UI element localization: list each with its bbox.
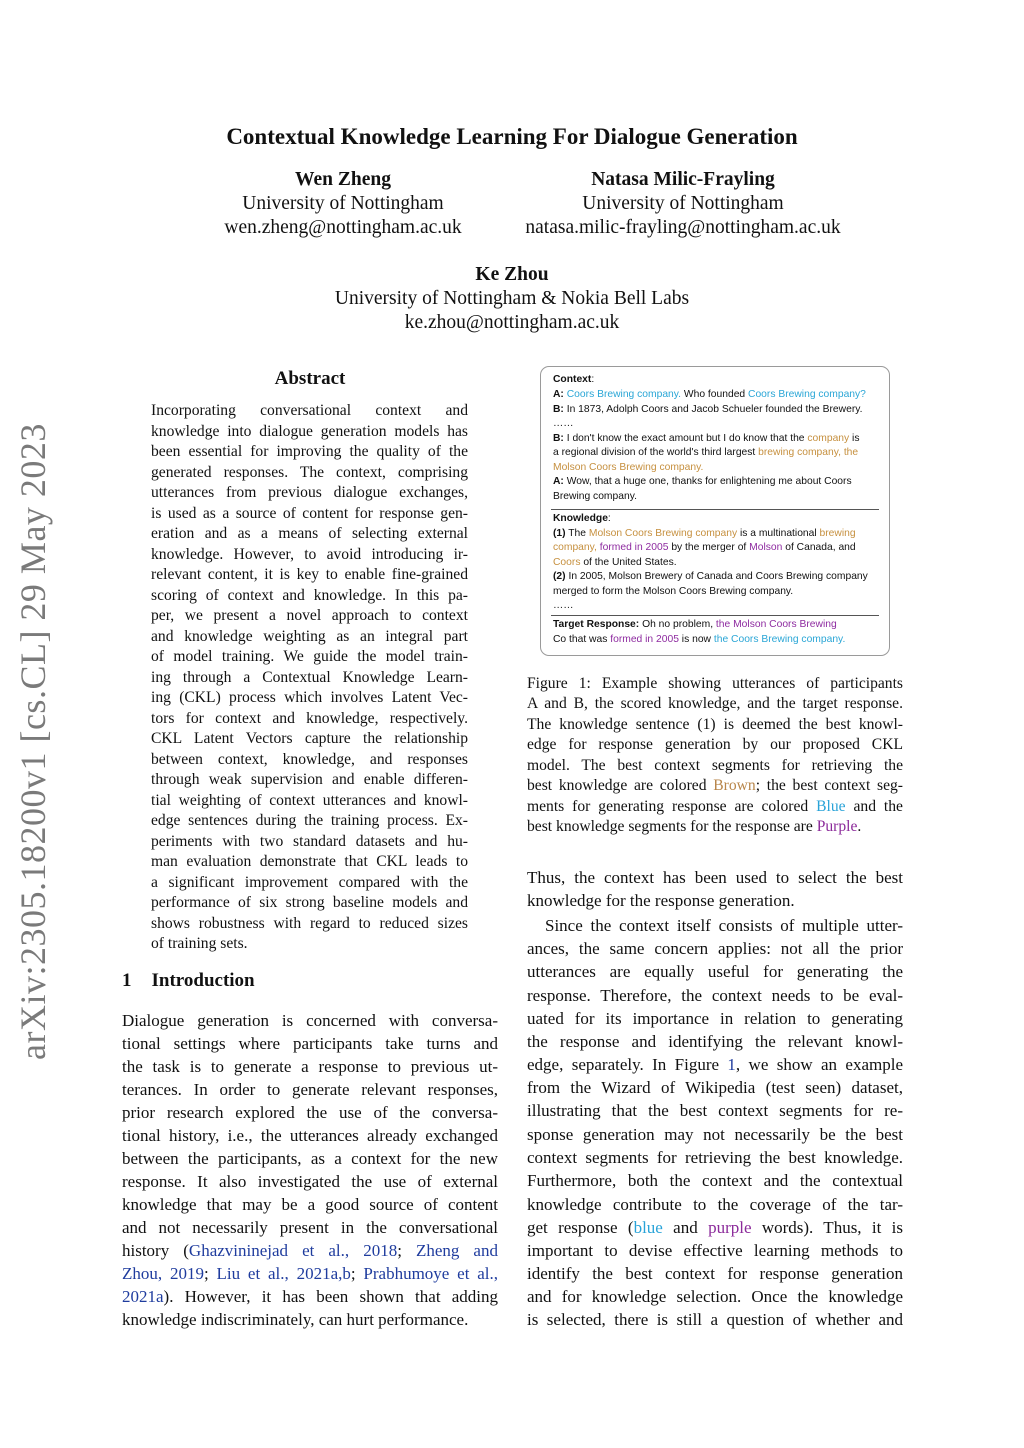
figure-knowledge-item: (1) The Molson Coors Brewing company is a multinational brewing: [553, 527, 856, 539]
caption-line: best knowledge are colored Brown; the best context seg-: [527, 777, 903, 794]
citation-link[interactable]: 2021a: [122, 1287, 164, 1306]
abstract-heading: Abstract: [274, 368, 346, 389]
text-line: ances, the same concern applies: not all the prior: [527, 939, 903, 959]
text-line: history (Ghazvininejad et al., 2018; Zheng and: [122, 1241, 498, 1260]
section-heading-introduction: [122, 970, 255, 992]
figure-knowledge-item: company, formed in 2005 by the merger of Molson of Canada, and: [553, 542, 856, 553]
text-line: been essential for improving the quality of the: [151, 443, 468, 460]
text-line: the response and identifying the relevant knowl-: [527, 1032, 903, 1051]
text-line: of model training. We guide the model train-: [151, 648, 468, 665]
text-line: model. The best context segments for retrieving the: [527, 756, 903, 774]
text-line: shows robustness with regard to reduced sizes: [151, 914, 468, 932]
text-line: prior research explored the use of the conversa-: [122, 1103, 498, 1122]
text-line: A and B, the scored knowledge, and the target response.: [527, 695, 903, 712]
author-name: Wen Zheng: [295, 169, 391, 190]
text-line: periments with two standard datasets and hu-: [151, 832, 468, 850]
text-line: knowledge. However, to avoid introducing ir-: [151, 545, 468, 563]
text-line: Figure 1: Example showing utterances of participants: [527, 674, 903, 692]
text-line: knowledge indiscriminately, can hurt performance.: [122, 1310, 469, 1329]
text-line: tial weighting of context utterances and knowl-: [151, 791, 468, 809]
text-line: between context, knowledge, and responses: [151, 750, 468, 768]
text-line: is used as a source of content for response gen-: [151, 504, 468, 522]
figure-knowledge-label: Knowledge:: [553, 513, 611, 524]
text-line: knowledge that may be a good source of content: [122, 1195, 498, 1214]
text-line: edge sentences during the training process. Ex-: [151, 812, 468, 829]
text-line: Furthermore, both the context and the contextual: [527, 1171, 903, 1191]
figure-utterance: Brewing company.: [553, 490, 637, 502]
figure-context-label: Context:: [553, 374, 595, 385]
section-number: 1: [122, 970, 132, 991]
citation-link[interactable]: Liu et al., 2021a,b: [216, 1264, 351, 1283]
caption-line: ments for generating response are colored Blue and the: [527, 797, 903, 815]
figure-ellipsis: ……: [553, 600, 574, 611]
citation-link[interactable]: Ghazvininejad et al., 2018: [188, 1241, 398, 1260]
text-line: ing (CKL) process which involves Latent Vec-: [151, 689, 468, 706]
text-line: relevant content, it is key to enable fine-grained: [151, 566, 468, 583]
text-line: the task is to generate a response to previous ut-: [122, 1057, 498, 1076]
text-line: per, we present a novel approach to context: [151, 607, 468, 624]
text-line: context segments for retrieving the best knowledge.: [527, 1147, 903, 1167]
figure-utterance: a regional division of the world's third largest brewing company, the: [553, 447, 859, 458]
paper-title: Contextual Knowledge Learning For Dialogue Generation: [226, 124, 798, 149]
figure-utterance: B: In 1873, Adolph Coors and Jacob Schueler founded the Brewery.: [553, 403, 863, 415]
figure-target-response: Co that was formed in 2005 is now the Coors Brewing company.: [553, 633, 846, 645]
text-line: tional settings where participants take turns and: [122, 1034, 498, 1053]
text-line: response. Therefore, the context needs to be eval-: [527, 985, 903, 1005]
text-line: important to devise effective learning methods to: [527, 1241, 903, 1260]
author-email: natasa.milic-frayling@nottingham.ac.uk: [525, 217, 841, 238]
author-email: ke.zhou@nottingham.ac.uk: [404, 312, 620, 333]
text-line: performance of six strong baseline models and: [151, 894, 468, 911]
author-email: wen.zheng@nottingham.ac.uk: [224, 217, 462, 238]
text-line: utterances from previous dialogue exchanges,: [151, 484, 468, 501]
text-line: sponse generation may not necessarily be the best: [527, 1124, 903, 1144]
figure-utterance: Molson Coors Brewing company.: [553, 461, 704, 473]
text-line: response. It also investigated the use of external: [122, 1172, 498, 1191]
text-line: Dialogue generation is concerned with conversa-: [122, 1011, 498, 1030]
figure-utterance: A: Wow, that a huge one, thanks for enlightening me about Coors: [553, 476, 852, 487]
citation-link[interactable]: Prabhumoye et al.,: [363, 1264, 499, 1283]
text-line: and knowledge weighting as an integral part: [151, 627, 468, 645]
author-name: Ke Zhou: [475, 264, 549, 285]
text-line: The knowledge sentence (1) is deemed the best knowl-: [527, 715, 903, 733]
text-line: Thus, the context has been used to select the best: [527, 868, 903, 887]
text-line: knowledge into dialogue generation models has: [151, 422, 468, 440]
text-line: Incorporating conversational context and: [151, 402, 468, 419]
text-line: edge, separately. In Figure 1, we show an example: [527, 1055, 903, 1074]
text-line: generated responses. The context, comprising: [151, 463, 468, 481]
citation-link[interactable]: Zheng and: [415, 1241, 498, 1260]
figure-divider: [551, 615, 879, 616]
text-line: tional history, i.e., the utterances already exchanged: [122, 1126, 498, 1145]
text-line: a significant improvement compared with the: [151, 873, 468, 891]
caption-line: best knowledge segments for the response are Purple.: [527, 818, 862, 835]
figure-reference-link[interactable]: 1: [727, 1055, 736, 1074]
text-line: knowledge for the response generation.: [527, 891, 795, 910]
text-line: man evaluation demonstrate that CKL leads to: [151, 853, 468, 870]
figure-knowledge-item: (2) In 2005, Molson Brewery of Canada and Coors Brewing company: [553, 571, 868, 582]
author-block-2: [493, 168, 873, 240]
figure-knowledge-item: Coors of the United States.: [553, 556, 677, 568]
arxiv-identifier: arXiv:2305.18200v1 [cs.CL] 29 May 2023: [13, 423, 53, 1060]
figure-target-response: Target Response: Oh no problem, the Molson Coors Brewing: [553, 619, 837, 630]
citation-link[interactable]: Zhou, 2019: [122, 1264, 204, 1283]
text-line: and for knowledge selection. Once the knowledge: [527, 1287, 903, 1306]
text-line: is selected, there is still a question of whether and: [527, 1310, 903, 1329]
author-affiliation: University of Nottingham & Nokia Bell Labs: [334, 288, 690, 309]
figure-utterance: A: Coors Brewing company. Who founded Coors Brewing company?: [553, 389, 866, 400]
text-line: between the participants, as a context for the new: [122, 1149, 498, 1168]
figure-utterance: B: I don't know the exact amount but I do know that the company is: [553, 432, 860, 444]
text-line: eration and as a means of selecting external: [151, 525, 468, 542]
text-line: through weak supervision and enable differen-: [151, 771, 468, 788]
figure-knowledge-item: merged to form the Molson Coors Brewing company.: [553, 585, 794, 597]
text-line: from the Wizard of Wikipedia (test seen) dataset,: [527, 1078, 903, 1097]
text-line: knowledge contribute to the coverage of the tar-: [527, 1194, 903, 1214]
author-affiliation: University of Nottingham: [582, 193, 784, 214]
text-line: of training sets.: [151, 935, 248, 952]
author-affiliation: University of Nottingham: [242, 193, 444, 214]
author-block-3: [262, 263, 762, 335]
figure-1: [540, 366, 890, 656]
text-line: utterances are equally useful for generating the: [527, 962, 903, 982]
author-name: Natasa Milic-Frayling: [591, 169, 775, 190]
figure-divider: [551, 509, 879, 510]
text-line: terances. In order to generate relevant responses,: [122, 1080, 498, 1099]
section-title: Introduction: [151, 970, 255, 991]
text-line: uated for its importance in relation to generating: [527, 1008, 903, 1028]
text-line: identify the best context for response generation: [527, 1264, 903, 1283]
text-line: ing through a Contextual Knowledge Learn-: [151, 668, 468, 686]
text-line: CKL Latent Vectors capture the relationship: [151, 730, 468, 747]
text-line: Zhou, 2019; Liu et al., 2021a,b; Prabhumoye et al.,: [122, 1264, 499, 1283]
text-line: 2021a). However, it has been shown that adding: [122, 1287, 498, 1306]
text-line: edge for response generation by our proposed CKL: [527, 736, 903, 753]
figure-ellipsis: ……: [553, 418, 574, 429]
author-block-1: [193, 168, 493, 240]
text-line: Since the context itself consists of multiple utter-: [545, 916, 903, 935]
text-line: scoring of context and knowledge. In this pa-: [151, 586, 468, 604]
text-line: tors for context and knowledge, respectively.: [151, 709, 468, 727]
text-line: and not necessarily present in the conversational: [122, 1218, 498, 1237]
text-line: get response (blue and purple words). Thus, it is: [527, 1218, 903, 1237]
text-line: illustrating that the best context segments for re-: [527, 1101, 903, 1121]
